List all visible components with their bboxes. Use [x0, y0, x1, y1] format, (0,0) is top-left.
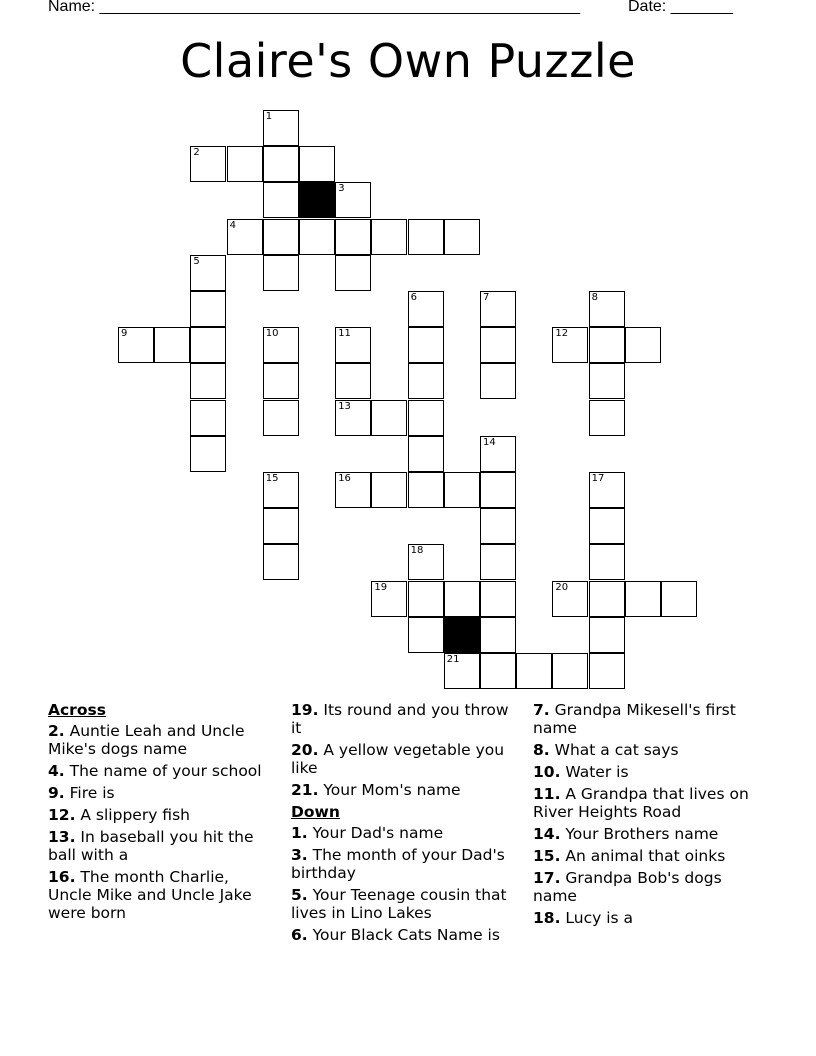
grid-cell[interactable]	[408, 327, 444, 363]
grid-cell[interactable]	[589, 472, 625, 508]
clue-text: A Grandpa that lives on River Heights Road	[533, 785, 749, 821]
grid-cell[interactable]	[408, 363, 444, 399]
grid-cell[interactable]	[335, 219, 371, 255]
down-clue	[533, 785, 759, 821]
across-clue-list-continued	[291, 701, 519, 799]
grid-cell[interactable]	[552, 581, 588, 617]
grid-cell[interactable]	[335, 472, 371, 508]
clue-number-label: 16.	[48, 868, 76, 886]
grid-cell[interactable]	[371, 472, 407, 508]
grid-cell[interactable]	[480, 653, 516, 689]
grid-cell[interactable]	[263, 182, 299, 218]
across-heading: Across	[48, 701, 106, 719]
down-clue	[291, 824, 519, 842]
grid-cell[interactable]	[589, 508, 625, 544]
down-clue	[533, 869, 759, 905]
clue-text: Your Dad's name	[307, 824, 444, 842]
clue-number: 20	[555, 581, 569, 593]
grid-cell[interactable]	[263, 327, 299, 363]
grid-cell[interactable]	[335, 255, 371, 291]
clue-number-label: 14.	[533, 825, 561, 843]
clue-number: 5	[193, 255, 200, 267]
name-field-label[interactable]: Name: ______________________________________________________	[48, 0, 581, 15]
grid-cell[interactable]	[227, 146, 263, 182]
grid-cell[interactable]	[408, 291, 444, 327]
down-clue	[291, 926, 519, 944]
clue-text: What a cat says	[549, 741, 679, 759]
across-clue-list	[48, 722, 274, 922]
grid-cell[interactable]	[589, 327, 625, 363]
grid-cell[interactable]	[190, 363, 226, 399]
grid-cell[interactable]	[480, 291, 516, 327]
grid-block	[444, 617, 480, 653]
clue-text: Its round and you throw it	[291, 701, 509, 737]
grid-cell[interactable]	[190, 327, 226, 363]
clue-number: 1	[265, 111, 273, 122]
clue-number-label: 3.	[291, 846, 308, 864]
clue-text: A yellow vegetable you like	[291, 741, 505, 777]
grid-cell[interactable]	[408, 472, 444, 508]
across-clue	[291, 741, 519, 777]
clue-column-1	[48, 701, 274, 926]
grid-cell[interactable]	[190, 291, 226, 327]
clue-number: 7	[483, 292, 490, 303]
grid-cell[interactable]	[154, 327, 190, 363]
clue-number-label: 10.	[533, 763, 561, 781]
grid-cell[interactable]	[625, 327, 661, 363]
down-clue-list-continued	[533, 701, 759, 927]
grid-cell[interactable]	[480, 363, 516, 399]
grid-cell[interactable]	[263, 219, 299, 255]
clue-number-label: 6.	[291, 926, 308, 944]
clue-number-label: 17.	[533, 869, 561, 887]
grid-cell[interactable]	[408, 219, 444, 255]
grid-cell[interactable]	[444, 653, 480, 689]
grid-cell[interactable]	[589, 291, 625, 327]
clue-number-label: 9.	[48, 784, 65, 802]
grid-cell[interactable]	[408, 581, 444, 617]
clue-number-label: 4.	[48, 762, 65, 780]
across-clue	[48, 762, 274, 780]
grid-cell[interactable]	[118, 327, 154, 363]
clue-number-label: 18.	[533, 909, 561, 927]
grid-cell[interactable]	[589, 653, 625, 689]
grid-cell[interactable]	[408, 400, 444, 436]
grid-cell[interactable]	[408, 436, 444, 472]
grid-cell[interactable]	[444, 581, 480, 617]
clue-number-label: 5.	[291, 886, 308, 904]
grid-cell[interactable]	[444, 219, 480, 255]
clue-text: Your Teenage cousin that lives in Lino Lakes	[291, 886, 507, 922]
grid-cell[interactable]	[552, 327, 588, 363]
across-clue	[48, 828, 274, 864]
clue-number-label: 19.	[291, 701, 319, 719]
clue-number: 11	[338, 328, 351, 340]
down-clue	[533, 701, 759, 737]
across-clue	[48, 868, 274, 922]
grid-cell[interactable]	[263, 110, 299, 146]
grid-cell[interactable]	[589, 544, 625, 580]
clue-number: 4	[229, 219, 236, 231]
clue-number-label: 7.	[533, 701, 550, 719]
grid-cell[interactable]	[335, 327, 371, 363]
grid-cell[interactable]	[190, 400, 226, 436]
clue-number: 9	[121, 328, 128, 340]
clue-text: Grandpa Bob's dogs name	[533, 869, 722, 905]
grid-cell[interactable]	[480, 617, 516, 653]
grid-cell[interactable]	[552, 653, 588, 689]
clue-text: The month of your Dad's birthday	[291, 846, 505, 882]
clue-number: 3	[338, 183, 345, 195]
grid-cell[interactable]	[190, 436, 226, 472]
grid-cell[interactable]	[589, 581, 625, 617]
grid-cell[interactable]	[227, 219, 263, 255]
clue-number-label: 13.	[48, 828, 76, 846]
clue-number-label: 15.	[533, 847, 561, 865]
clue-text: The name of your school	[64, 762, 262, 780]
grid-cell[interactable]	[408, 617, 444, 653]
clue-number: 21	[446, 654, 460, 665]
grid-cell[interactable]	[408, 544, 444, 580]
grid-cell[interactable]	[480, 544, 516, 580]
clue-text: In baseball you hit the ball with a	[48, 828, 254, 864]
grid-cell[interactable]	[190, 255, 226, 291]
clue-number: 15	[265, 473, 279, 484]
page-title: Claire's Own Puzzle	[180, 34, 636, 88]
clue-number-label: 2.	[48, 722, 65, 740]
clue-text: Your Mom's name	[318, 781, 461, 799]
date-field-label[interactable]: Date: _______	[628, 0, 733, 15]
clue-text: Your Black Cats Name is	[307, 926, 500, 944]
clue-text: A slippery fish	[75, 806, 190, 824]
across-clue	[48, 722, 274, 758]
grid-cell[interactable]	[335, 182, 371, 218]
clue-number: 10	[265, 328, 279, 340]
grid-cell[interactable]	[335, 363, 371, 399]
grid-cell[interactable]	[661, 581, 697, 617]
down-clue	[533, 763, 759, 781]
across-clue	[291, 701, 519, 737]
down-clue	[291, 886, 519, 922]
clue-column-2	[291, 701, 519, 948]
grid-cell[interactable]	[335, 400, 371, 436]
down-clue	[533, 825, 759, 843]
across-clue	[48, 784, 274, 802]
grid-cell[interactable]	[371, 400, 407, 436]
grid-cell[interactable]	[263, 472, 299, 508]
clue-text: An animal that oinks	[560, 847, 726, 865]
down-clue	[533, 741, 759, 759]
grid-cell[interactable]	[263, 255, 299, 291]
clue-number: 8	[591, 292, 598, 303]
clue-number-label: 21.	[291, 781, 319, 799]
grid-cell[interactable]	[299, 146, 335, 182]
clue-number: 2	[193, 147, 200, 159]
down-heading: Down	[291, 803, 340, 821]
clue-number-label: 20.	[291, 741, 319, 759]
grid-cell[interactable]	[263, 400, 299, 436]
clue-text: Water is	[560, 763, 629, 781]
grid-cell[interactable]	[299, 219, 335, 255]
clue-number-label: 1.	[291, 824, 308, 842]
clue-number-label: 12.	[48, 806, 76, 824]
grid-cell[interactable]	[190, 146, 226, 182]
clue-text: The month Charlie, Uncle Mike and Uncle Jake were born	[48, 868, 252, 922]
grid-cell[interactable]	[444, 472, 480, 508]
across-clue	[48, 806, 274, 824]
clue-number: 6	[410, 292, 417, 303]
grid-block	[299, 182, 335, 218]
grid-cell[interactable]	[480, 581, 516, 617]
grid-cell[interactable]	[480, 508, 516, 544]
clue-text: Auntie Leah and Uncle Mike's dogs name	[48, 722, 245, 758]
clue-text: Lucy is a	[560, 909, 634, 927]
grid-cell[interactable]	[480, 472, 516, 508]
clue-number: 13	[338, 400, 351, 412]
clue-number: 19	[374, 581, 388, 593]
clue-number: 12	[555, 328, 569, 340]
clue-number: 16	[338, 473, 351, 484]
clue-number: 17	[591, 473, 605, 484]
down-clue	[533, 847, 759, 865]
down-clue	[533, 909, 759, 927]
grid-cell[interactable]	[263, 146, 299, 182]
grid-cell[interactable]	[480, 327, 516, 363]
grid-cell[interactable]	[589, 363, 625, 399]
clue-text: Grandpa Mikesell's first name	[533, 701, 736, 737]
grid-cell[interactable]	[516, 653, 552, 689]
grid-cell[interactable]	[263, 544, 299, 580]
clue-number: 18	[410, 545, 424, 557]
down-clue	[291, 846, 519, 882]
across-clue	[291, 781, 519, 799]
grid-cell[interactable]	[263, 363, 299, 399]
clue-number: 14	[483, 436, 496, 448]
grid-cell[interactable]	[589, 400, 625, 436]
grid-cell[interactable]	[371, 219, 407, 255]
grid-cell[interactable]	[371, 581, 407, 617]
clue-column-3	[533, 701, 759, 931]
clue-text: Your Brothers name	[560, 825, 719, 843]
grid-cell[interactable]	[263, 508, 299, 544]
grid-cell[interactable]	[480, 436, 516, 472]
clue-number-label: 8.	[533, 741, 550, 759]
grid-cell[interactable]	[625, 581, 661, 617]
down-clue-list	[291, 824, 519, 944]
clue-text: Fire is	[64, 784, 115, 802]
clue-number-label: 11.	[533, 785, 561, 803]
grid-cell[interactable]	[589, 617, 625, 653]
